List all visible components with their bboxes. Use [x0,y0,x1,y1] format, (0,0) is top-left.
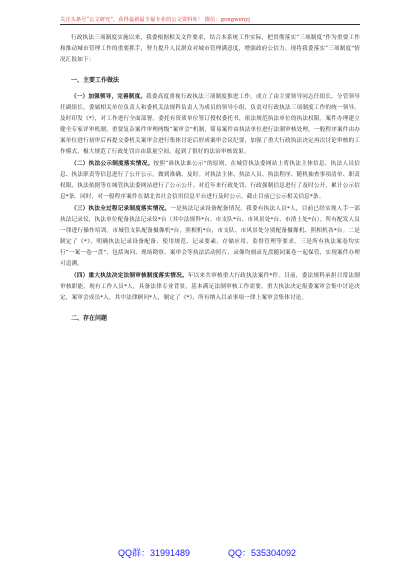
item-heading: （三）执法全过程记录制度落实情况。 [71,206,171,212]
item-text: 一是执法记录设备配备情况。我委有执法人员*人，目前已经实现人手一部执法记录仪，执法单位配备执法记录仪*台（其中法规科*台、市支队*台、市风景处*台、市渣土处*台）。所有配发人员一律进行操作培训。市城管支队配备摄像机*台，照相机*台，市支队、市风景处分别配备摄像机、照相机各*台。二是制定了《*》，明确执法记录设备配备、使用规范、记录要素、存储应用、监督管理等要求。三是所有执法案卷均实行“一案一卷一盘”，包括询问、现场勘察、案审会等执法活动照片、录像均刻录光盘随同案卷一起保管，实现案件办理可追溯。 [60,206,360,267]
item-text: 我委高度重视行政执法三项制度推进工作，成立了由主要领导同志任组长、分管领导任副组长，委属相关单位负责人和委机关法规科负责人为成员的领导小组，负责对行政执法三项制度工作的统一领导，及时印发《*》，对工作进行全面部署。委托有资质单位签订授权委托书，依法规范执法单位的执法权限。案件办理建立健全专家评审机制。重要复杂案件审理两级“案审会”机制，简易案件由执法单位进行法制审核处理，一般程序案件由办案单位进行初审后再提交委机关案审会进行集体讨论后形成案审会议纪要，加强了重大行政执法决定再次讨论审核的工作模式，极大规范了行政处罚自由裁量空间，起到了很好的法治审核效果。 [60,94,360,155]
item-heading: （二）执法公示制度落实情况。 [71,161,154,167]
footer-qq-number: QQ：535304092 [228,548,297,558]
item-heading: （四）重大执法决定法制审核制度落实情况。 [71,273,188,279]
item-paragraph-leadership [60,92,360,158]
footer-contact [60,546,360,562]
intro-paragraph: 行政执法三项制度实施以来，我委根据相关文件要求，结合本系统工作实际，把贯彻落实“三项制度”作为重要工作和推动城市管理工作的重要抓手，努力提升人民群众对城市管理满意度，增强政府公信力。现将我委落实“三项制度”情况汇报如下： [60,35,360,63]
item-paragraph-disclosure [60,159,360,203]
item-text: 年以来共审核重大行政执法案件*件。目前，委法规科承担日常法制审核职能，现有工作人员*人，具备法律专业背景，基本满足法制审核工作需要。重大执法决定报委案审会集中讨论决定，案审会成员*人，其中法律顾问*人，制定了《*》，所有纳入目录事项一律上案审会集体讨论。 [60,273,360,301]
document-body [60,33,360,330]
item-paragraph-legal-review [60,271,360,304]
section-heading-problems: 二、存在问题 [71,315,108,322]
item-text: 按照“谁执法谁公示”的原则，在城管执法委网站上将执法主体信息、执法人员信息、执法职责等信息进行了公开公示，做到准确、及时。对执法主体、执法人员、执法程序、随机抽查事项清单、职责权限、执法依据等在城管执法委网站进行了公示公开。对近年来行政处罚、行政强制信息进行了及时公开，累计公示信息*条。同时，对一般程序案件在湖北省社会信用信息平台进行及时公示，截止目前已公示相关信息*条。 [60,161,360,200]
header-banner: 关注头条号“公文研究”，获得最新最全最专业的公文资料库！ 微信：gongwenyj [60,17,250,23]
header-divider [60,24,360,25]
item-heading: （一）加强领导，完善制度。 [71,94,147,100]
item-paragraph-recording [60,204,360,270]
footer-qq-group: QQ群：31991489 [118,548,191,558]
section-heading-main-practices: 一、主要工作做法 [71,77,120,84]
